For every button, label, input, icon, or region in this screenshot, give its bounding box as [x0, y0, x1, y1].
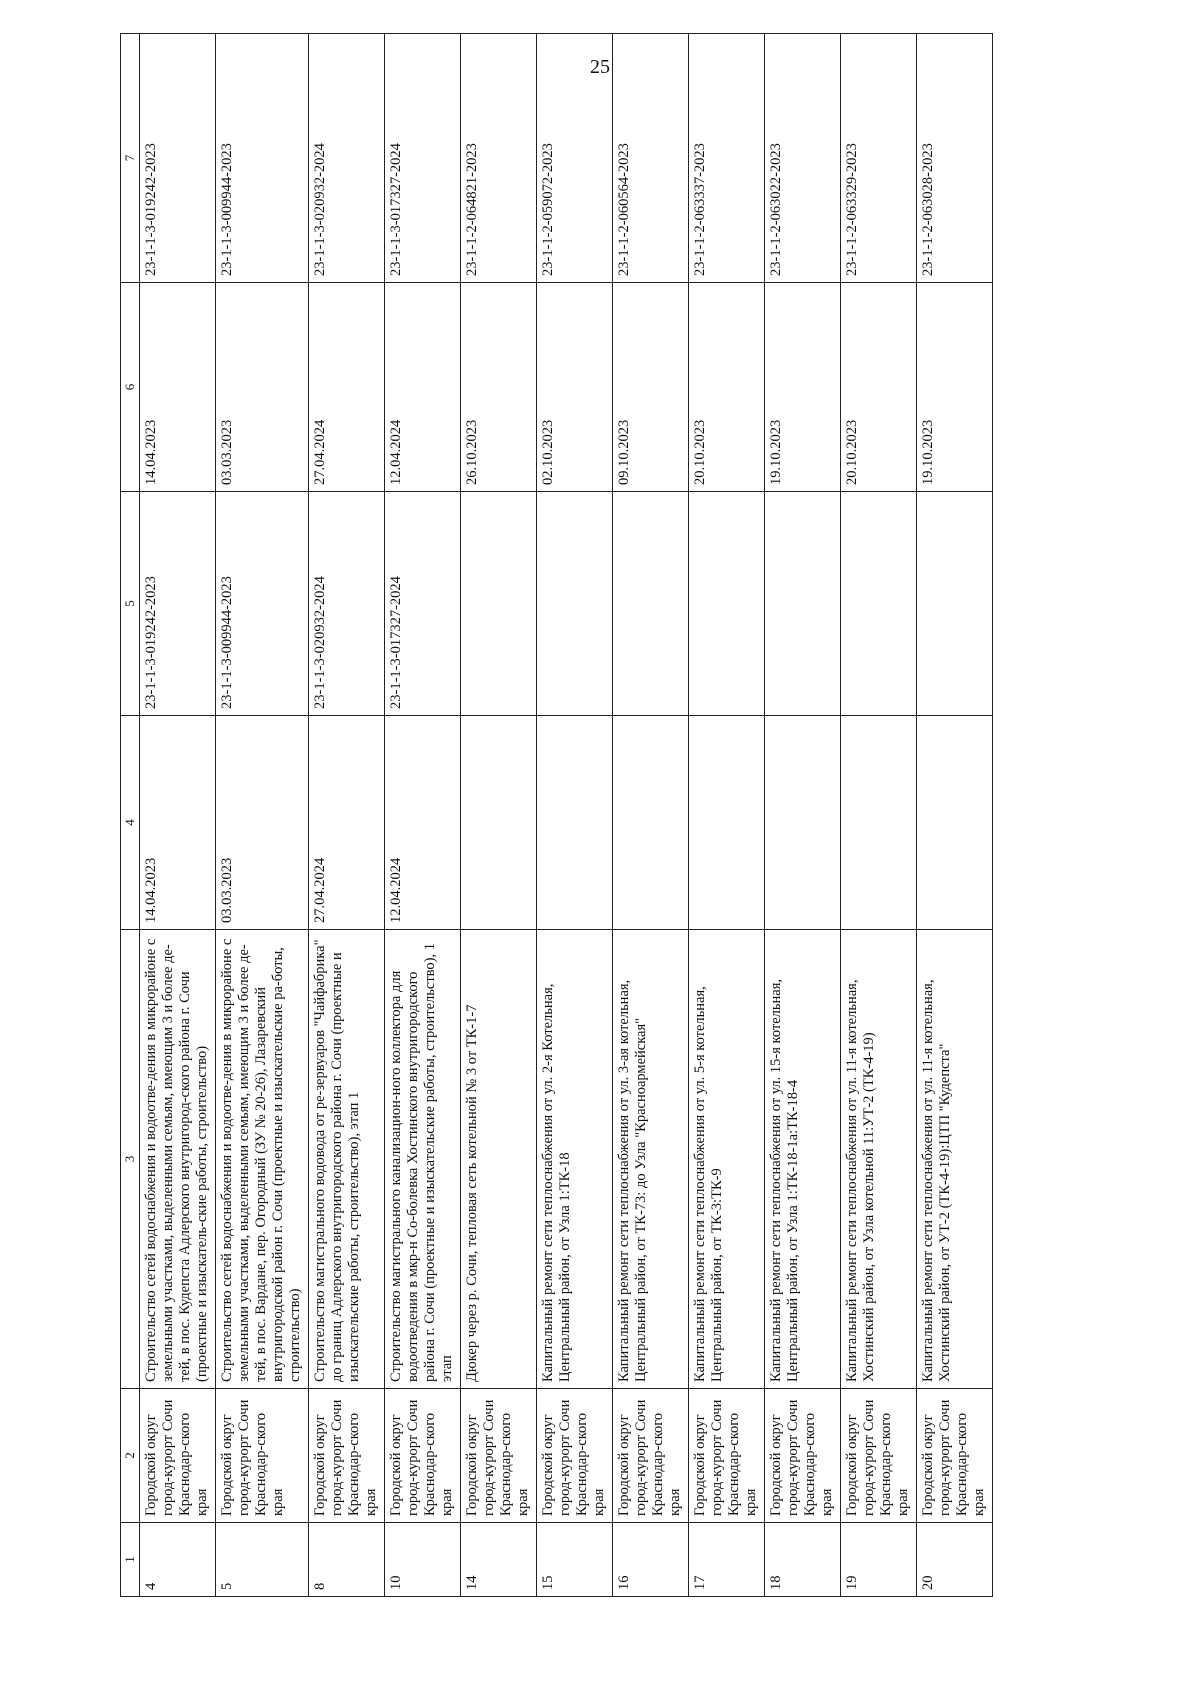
table-row: [460, 34, 536, 1597]
row-number-cell: 8: [308, 1523, 384, 1597]
date-cell: [688, 716, 764, 930]
code-cell: 23-1-1-3-019242-2023: [140, 492, 216, 716]
column-header: 5: [121, 492, 140, 716]
description-cell: Капитальный ремонт сети теплоснабжения от ул. 2-я Котельная, Центральный район, от Узла 1:ТК-18: [536, 930, 612, 1389]
code-cell: 23-1-1-2-063022-2023: [764, 34, 840, 283]
rotated-table-container: [120, 97, 1080, 1597]
column-header: 7: [121, 34, 140, 283]
date-cell: [460, 716, 536, 930]
date-cell: 12.04.2024: [384, 283, 460, 492]
date-cell: 09.10.2023: [612, 283, 688, 492]
description-cell: Капитальный ремонт сети теплоснабжения от ул. 5-я котельная, Центральный район, от ТК-3:ТК-9: [688, 930, 764, 1389]
table-row: [916, 34, 992, 1597]
table-row: [216, 34, 309, 1597]
region-cell: Городской округ город-курорт Сочи Краснодар-ского края: [536, 1389, 612, 1523]
code-cell: 23-1-1-3-017327-2024: [384, 34, 460, 283]
date-cell: [840, 716, 916, 930]
row-number-cell: 14: [460, 1523, 536, 1597]
date-cell: 20.10.2023: [840, 283, 916, 492]
code-cell: 23-1-1-2-063028-2023: [916, 34, 992, 283]
code-cell: [764, 492, 840, 716]
table-row: [384, 34, 460, 1597]
description-cell: Строительство магистрального канализацион-ного коллектора для водоотведения в мкр-н Со-болевка Хостинского внутригородского района г. Сочи (проектные и изыскательские работы, строительство), 1 этап: [384, 930, 460, 1389]
header-row: [121, 34, 140, 1597]
column-header: 1: [121, 1523, 140, 1597]
code-cell: 23-1-1-2-060564-2023: [612, 34, 688, 283]
row-number-cell: 17: [688, 1523, 764, 1597]
code-cell: 23-1-1-3-020932-2024: [308, 34, 384, 283]
date-cell: 12.04.2024: [384, 716, 460, 930]
region-cell: Городской округ город-курорт Сочи Краснодар-ского края: [384, 1389, 460, 1523]
date-cell: [536, 716, 612, 930]
region-cell: Городской округ город-курорт Сочи Краснодар-ского края: [840, 1389, 916, 1523]
date-cell: 20.10.2023: [688, 283, 764, 492]
region-cell: Городской округ город-курорт Сочи Краснодар-ского края: [460, 1389, 536, 1523]
code-cell: 23-1-1-3-009944-2023: [216, 492, 309, 716]
date-cell: 26.10.2023: [460, 283, 536, 492]
row-number-cell: 18: [764, 1523, 840, 1597]
code-cell: [840, 492, 916, 716]
code-cell: 23-1-1-2-064821-2023: [460, 34, 536, 283]
date-cell: 14.04.2023: [140, 283, 216, 492]
code-cell: 23-1-1-3-020932-2024: [308, 492, 384, 716]
date-cell: 03.03.2023: [216, 716, 309, 930]
table-row: [688, 34, 764, 1597]
region-cell: Городской округ город-курорт Сочи Краснодар-ского края: [688, 1389, 764, 1523]
table-row: [140, 34, 216, 1597]
table-row: [536, 34, 612, 1597]
page-number: 25: [590, 56, 610, 78]
table-row: [764, 34, 840, 1597]
code-cell: 23-1-1-2-059072-2023: [536, 34, 612, 283]
row-number-cell: 4: [140, 1523, 216, 1597]
date-cell: 03.03.2023: [216, 283, 309, 492]
date-cell: 14.04.2023: [140, 716, 216, 930]
row-number-cell: 20: [916, 1523, 992, 1597]
description-cell: Капитальный ремонт сети теплоснабжения от ул. 11-я котельная, Хостинский район, от Узла котельной 11:УТ-2 (ТК-4-19): [840, 930, 916, 1389]
code-cell: 23-1-1-3-017327-2024: [384, 492, 460, 716]
date-cell: 02.10.2023: [536, 283, 612, 492]
table-row: [612, 34, 688, 1597]
row-number-cell: 19: [840, 1523, 916, 1597]
table-row: [840, 34, 916, 1597]
code-cell: [536, 492, 612, 716]
description-cell: Строительство сетей водоснабжения и водоотве-дения в микрорайоне с земельными участками, выделенными семьям, имеющим 3 и более де-тей, в пос. Кудепста Адлерского внутригород-ского района г. Сочи (проектные и изыскатель-ские работы, строительство): [140, 930, 216, 1389]
row-number-cell: 16: [612, 1523, 688, 1597]
region-cell: Городской округ город-курорт Сочи Краснодар-ского края: [216, 1389, 309, 1523]
code-cell: 23-1-1-3-019242-2023: [140, 34, 216, 283]
region-cell: Городской округ город-курорт Сочи Краснодар-ского края: [308, 1389, 384, 1523]
code-cell: 23-1-1-2-063337-2023: [688, 34, 764, 283]
code-cell: [688, 492, 764, 716]
description-cell: Капитальный ремонт сети теплоснабжения от ул. 3-ая котельная, Центральный район, от ТК-73: до Узла "Красноармейская": [612, 930, 688, 1389]
region-cell: Городской округ город-курорт Сочи Краснодар-ского края: [612, 1389, 688, 1523]
code-cell: 23-1-1-3-009944-2023: [216, 34, 309, 283]
date-cell: [764, 716, 840, 930]
description-cell: Строительство сетей водоснабжения и водоотве-дения в микрорайоне с земельными участками, выделенными семьям, имеющим 3 и более де-тей, в пос. Вардане, пер. Огородный (ЗУ № 20-26), Лазаревский внутригородской район г. Сочи (проектные и изыскательские ра-боты, строительство): [216, 930, 309, 1389]
code-cell: 23-1-1-2-063329-2023: [840, 34, 916, 283]
code-cell: [460, 492, 536, 716]
row-number-cell: 15: [536, 1523, 612, 1597]
data-table: [120, 33, 993, 1597]
row-number-cell: 5: [216, 1523, 309, 1597]
region-cell: Городской округ город-курорт Сочи Краснодар-ского края: [916, 1389, 992, 1523]
date-cell: [916, 716, 992, 930]
description-cell: Строительство магистрального водовода от ре-зервуаров "Чайфабрика" до границ Адлерского внутригородского района г. Сочи (проектные и изыскательские работы, строительство), этап 1: [308, 930, 384, 1389]
row-number-cell: 10: [384, 1523, 460, 1597]
code-cell: [916, 492, 992, 716]
description-cell: Дюкер через р. Сочи, тепловая сеть котельной № 3 от ТК-1-7: [460, 930, 536, 1389]
date-cell: 27.04.2024: [308, 283, 384, 492]
date-cell: [612, 716, 688, 930]
table-row: [308, 34, 384, 1597]
column-header: 4: [121, 716, 140, 930]
column-header: 2: [121, 1389, 140, 1523]
column-header: 6: [121, 283, 140, 492]
description-cell: Капитальный ремонт сети теплоснабжения от ул. 15-я котельная, Центральный район, от Узла 1:ТК-18-1а:ТК-18-4: [764, 930, 840, 1389]
date-cell: 27.04.2024: [308, 716, 384, 930]
date-cell: 19.10.2023: [916, 283, 992, 492]
description-cell: Капитальный ремонт сети теплоснабжения от ул. 11-я котельная, Хостинский район, от УТ-2 (ТК-4-19):ЦТП "Кудепста": [916, 930, 992, 1389]
code-cell: [612, 492, 688, 716]
column-header: 3: [121, 930, 140, 1389]
region-cell: Городской округ город-курорт Сочи Краснодар-ского края: [140, 1389, 216, 1523]
region-cell: Городской округ город-курорт Сочи Краснодар-ского края: [764, 1389, 840, 1523]
date-cell: 19.10.2023: [764, 283, 840, 492]
